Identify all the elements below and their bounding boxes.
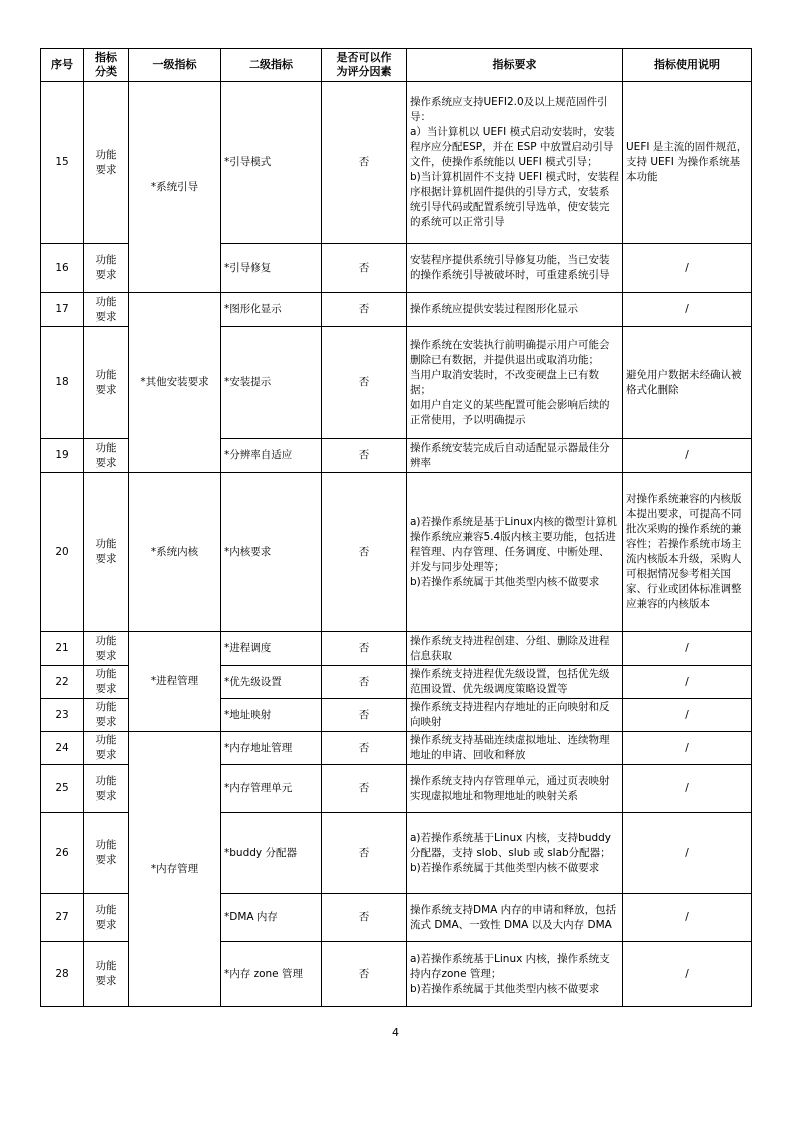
row-no: 22 bbox=[41, 666, 84, 699]
row-no: 26 bbox=[41, 813, 84, 894]
note-cell: / bbox=[623, 666, 752, 699]
level2-cell: *内存 zone 管理 bbox=[221, 942, 322, 1007]
level2-cell: *优先级设置 bbox=[221, 666, 322, 699]
requirement-cell: 操作系统支持DMA 内存的申请和释放，包括流式 DMA、一致性 DMA 以及大内存 DMA bbox=[407, 894, 623, 942]
table-row bbox=[41, 293, 752, 327]
scoring-cell: 否 bbox=[322, 82, 407, 244]
requirement-cell: 操作系统支持内存管理单元，通过页表映射实现虚拟地址和物理地址的映射关系 bbox=[407, 765, 623, 813]
row-category: 功能 要求 bbox=[84, 293, 129, 327]
header-note: 指标使用说明 bbox=[623, 49, 752, 82]
note-cell: / bbox=[623, 699, 752, 732]
scoring-cell: 否 bbox=[322, 765, 407, 813]
note-cell: / bbox=[623, 439, 752, 473]
level1-cell: *进程管理 bbox=[129, 632, 221, 732]
level2-cell: *内核要求 bbox=[221, 473, 322, 632]
row-no: 25 bbox=[41, 765, 84, 813]
level2-cell: *图形化显示 bbox=[221, 293, 322, 327]
level2-cell: *引导模式 bbox=[221, 82, 322, 244]
requirement-cell: a)若操作系统是基于Linux内核的微型计算机操作系统应兼容5.4版内核主要功能，包括进程管理、内存管理、任务调度、中断处理、并发与同步处理等； b)若操作系统属于其他类型内核不做要求 bbox=[407, 473, 623, 632]
scoring-cell: 否 bbox=[322, 894, 407, 942]
scoring-cell: 否 bbox=[322, 666, 407, 699]
note-cell: / bbox=[623, 894, 752, 942]
row-no: 27 bbox=[41, 894, 84, 942]
requirement-cell: 操作系统支持进程内存地址的正向映射和反向映射 bbox=[407, 699, 623, 732]
scoring-cell: 否 bbox=[322, 813, 407, 894]
header-requirement: 指标要求 bbox=[407, 49, 623, 82]
level2-cell: *地址映射 bbox=[221, 699, 322, 732]
row-no: 17 bbox=[41, 293, 84, 327]
scoring-cell: 否 bbox=[322, 632, 407, 666]
level2-cell: *安装提示 bbox=[221, 327, 322, 439]
note-cell: 对操作系统兼容的内核版本提出要求，可提高不同批次采购的操作系统的兼容性；若操作系统市场主流内核版本升级，采购人可根据情况参考相关国家、行业或团体标准调整应兼容的内核版本 bbox=[623, 473, 752, 632]
row-category: 功能 要求 bbox=[84, 894, 129, 942]
requirement-cell: 操作系统应提供安装过程图形化显示 bbox=[407, 293, 623, 327]
row-category: 功能 要求 bbox=[84, 942, 129, 1007]
row-no: 15 bbox=[41, 82, 84, 244]
table-header-row bbox=[41, 49, 752, 82]
row-category: 功能 要求 bbox=[84, 473, 129, 632]
row-no: 20 bbox=[41, 473, 84, 632]
scoring-cell: 否 bbox=[322, 732, 407, 765]
scoring-cell: 否 bbox=[322, 244, 407, 293]
requirement-cell: 操作系统支持进程优先级设置，包括优先级范围设置、优先级调度策略设置等 bbox=[407, 666, 623, 699]
level2-cell: *内存地址管理 bbox=[221, 732, 322, 765]
row-category: 功能 要求 bbox=[84, 439, 129, 473]
row-no: 28 bbox=[41, 942, 84, 1007]
row-no: 24 bbox=[41, 732, 84, 765]
table-row bbox=[41, 632, 752, 666]
header-scoring: 是否可以作 为评分因素 bbox=[322, 49, 407, 82]
row-category: 功能 要求 bbox=[84, 82, 129, 244]
table-row bbox=[41, 732, 752, 765]
row-no: 23 bbox=[41, 699, 84, 732]
table-row bbox=[41, 473, 752, 632]
level2-cell: *内存管理单元 bbox=[221, 765, 322, 813]
note-cell: / bbox=[623, 293, 752, 327]
note-cell: UEFI 是主流的固件规范，支持 UEFI 为操作系统基本功能 bbox=[623, 82, 752, 244]
requirement-cell: a)若操作系统基于Linux 内核，支持buddy 分配器，支持 slob、slub 或 slab分配器； b)若操作系统属于其他类型内核不做要求 bbox=[407, 813, 623, 894]
level2-cell: *DMA 内存 bbox=[221, 894, 322, 942]
requirement-cell: 操作系统应支持UEFI2.0及以上规范固件引导： a）当计算机以 UEFI 模式启动安装时，安装程序应分配ESP，并在 ESP 中放置启动引导文件，使操作系统能以 UEFI 模式引导； b)当计算机固件不支持 UEFI 模式时，安装程序根据计算机固件提供的引导方式，安装系统引导代码或配置系统引导选单，使安装完的系统可以正常引导 bbox=[407, 82, 623, 244]
row-category: 功能 要求 bbox=[84, 699, 129, 732]
scoring-cell: 否 bbox=[322, 293, 407, 327]
requirement-cell: 操作系统在安装执行前明确提示用户可能会删除已有数据，并提供退出或取消功能； 当用户取消安装时，不改变硬盘上已有数据； 如用户自定义的某些配置可能会影响后续的正常使用，予以明确提示 bbox=[407, 327, 623, 439]
level1-cell: *其他安装要求 bbox=[129, 293, 221, 473]
level1-cell: *系统内核 bbox=[129, 473, 221, 632]
requirement-cell: a)若操作系统基于Linux 内核，操作系统支持内存zone 管理； b)若操作系统属于其他类型内核不做要求 bbox=[407, 942, 623, 1007]
table-row bbox=[41, 82, 752, 244]
note-cell: / bbox=[623, 813, 752, 894]
level1-cell: *系统引导 bbox=[129, 82, 221, 293]
header-no: 序号 bbox=[41, 49, 84, 82]
row-category: 功能 要求 bbox=[84, 327, 129, 439]
note-cell: / bbox=[623, 765, 752, 813]
row-no: 16 bbox=[41, 244, 84, 293]
note-cell: / bbox=[623, 732, 752, 765]
requirement-cell: 操作系统安装完成后自动适配显示器最佳分辨率 bbox=[407, 439, 623, 473]
requirement-cell: 操作系统支持基础连续虚拟地址、连续物理地址的申请、回收和释放 bbox=[407, 732, 623, 765]
row-no: 21 bbox=[41, 632, 84, 666]
scoring-cell: 否 bbox=[322, 327, 407, 439]
level1-cell: *内存管理 bbox=[129, 732, 221, 1007]
scoring-cell: 否 bbox=[322, 439, 407, 473]
row-category: 功能 要求 bbox=[84, 244, 129, 293]
row-no: 18 bbox=[41, 327, 84, 439]
header-level2: 二级指标 bbox=[221, 49, 322, 82]
requirement-cell: 操作系统支持进程创建、分组、删除及进程信息获取 bbox=[407, 632, 623, 666]
level2-cell: *进程调度 bbox=[221, 632, 322, 666]
scoring-cell: 否 bbox=[322, 699, 407, 732]
scoring-cell: 否 bbox=[322, 473, 407, 632]
requirement-cell: 安装程序提供系统引导修复功能，当已安装的操作系统引导被破坏时，可重建系统引导 bbox=[407, 244, 623, 293]
row-no: 19 bbox=[41, 439, 84, 473]
spec-table bbox=[40, 48, 752, 1007]
row-category: 功能 要求 bbox=[84, 813, 129, 894]
header-level1: 一级指标 bbox=[129, 49, 221, 82]
note-cell: / bbox=[623, 632, 752, 666]
row-category: 功能 要求 bbox=[84, 765, 129, 813]
row-category: 功能 要求 bbox=[84, 666, 129, 699]
note-cell: / bbox=[623, 942, 752, 1007]
header-category: 指标 分类 bbox=[84, 49, 129, 82]
note-cell: 避免用户数据未经确认被格式化删除 bbox=[623, 327, 752, 439]
note-cell: / bbox=[623, 244, 752, 293]
level2-cell: *buddy 分配器 bbox=[221, 813, 322, 894]
page-number: 4 bbox=[392, 1026, 399, 1039]
scoring-cell: 否 bbox=[322, 942, 407, 1007]
row-category: 功能 要求 bbox=[84, 732, 129, 765]
row-category: 功能 要求 bbox=[84, 632, 129, 666]
level2-cell: *引导修复 bbox=[221, 244, 322, 293]
level2-cell: *分辨率自适应 bbox=[221, 439, 322, 473]
